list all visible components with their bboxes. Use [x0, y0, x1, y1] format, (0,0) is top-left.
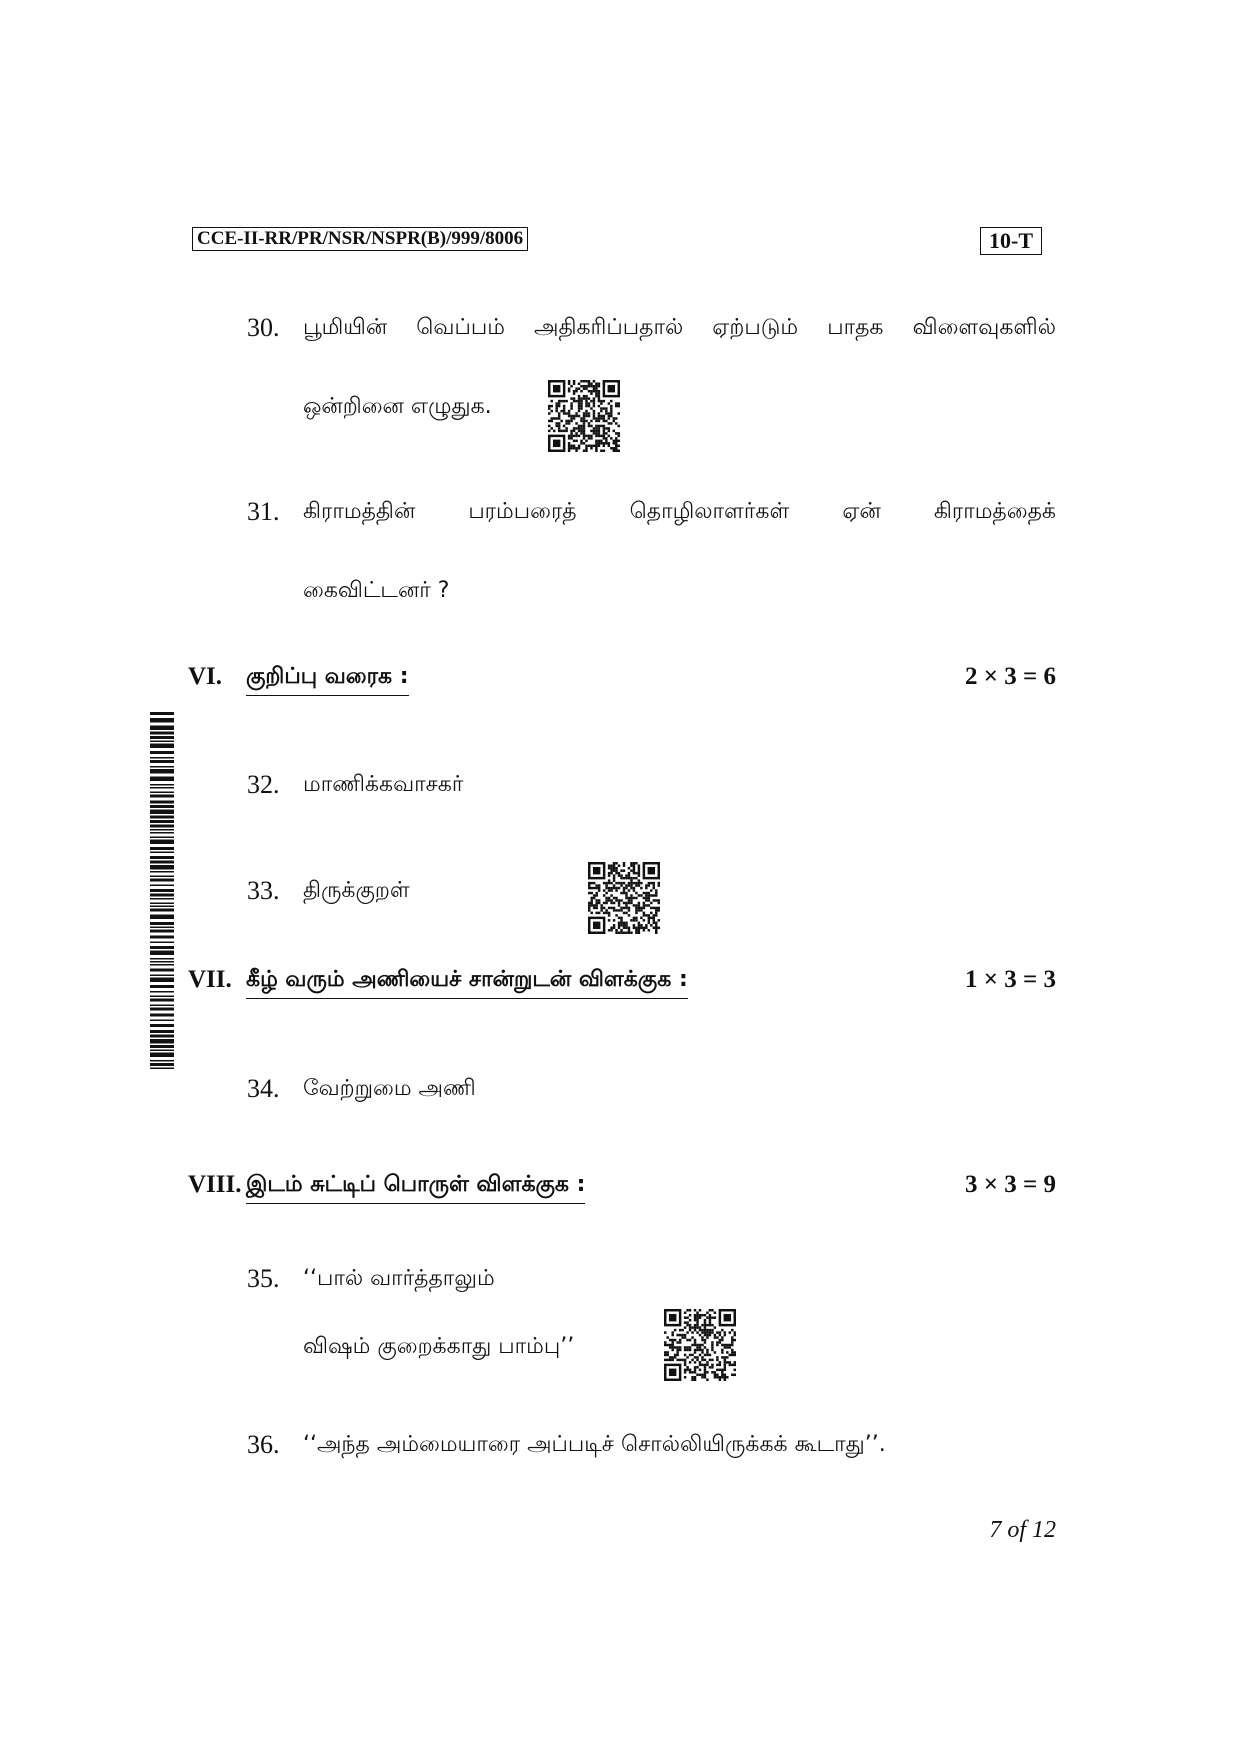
qr-code-icon — [664, 1307, 736, 1383]
paper-code: CCE-II-RR/PR/NSR/NSPR(B)/999/8006 — [192, 227, 528, 251]
question-word: பரம்பரைத் — [468, 499, 577, 524]
question-text: வேற்றுமை அணி — [303, 1076, 476, 1101]
question-line: பூமியின் வெப்பம் அதிகரிப்பதால் ஏற்படும் பாதக விளைவுகளில் — [303, 315, 1056, 340]
qr-code-icon — [588, 860, 660, 936]
question-word: தொழிலாளர்கள் — [629, 499, 790, 524]
question-text: ‘‘அந்த அம்மையாரை அப்படிச் சொல்லியிருக்கக் கூடாது’’. — [303, 1432, 886, 1457]
question-number: 32. — [247, 770, 280, 799]
page-number: 7 of 12 — [989, 1517, 1056, 1543]
question-word: கிராமத்தைக் — [933, 499, 1056, 524]
question-text: திருக்குறள் — [303, 878, 410, 903]
question-number: 35. — [247, 1264, 280, 1293]
section-marks: 2 × 3 = 6 — [965, 663, 1056, 690]
section-number: VIII. — [188, 1171, 242, 1198]
question-text — [303, 315, 1056, 343]
question-number: 34. — [247, 1074, 280, 1103]
question-line: விஷம் குறைக்காது பாம்பு’’ — [303, 1334, 575, 1359]
paper-id-badge: 10-T — [980, 227, 1042, 255]
barcode-icon — [150, 712, 174, 1070]
section-marks: 1 × 3 = 3 — [965, 966, 1056, 993]
question-line: ஒன்றினை எழுதுக. — [303, 394, 492, 419]
section-marks: 3 × 3 = 9 — [965, 1171, 1056, 1198]
section-number: VI. — [188, 663, 223, 690]
qr-code-icon — [548, 378, 620, 454]
question-number: 33. — [247, 876, 280, 905]
question-number: 30. — [247, 313, 280, 342]
question-line: ‘‘பால் வார்த்தாலும் — [303, 1266, 495, 1291]
question-number: 36. — [247, 1430, 280, 1459]
section-title: இடம் சுட்டிப் பொருள் விளக்குக : — [246, 1172, 585, 1204]
question-text: மாணிக்கவாசகர் — [303, 772, 464, 797]
question-line: கைவிட்டனர் ? — [303, 578, 450, 603]
question-word: கிராமத்தின் — [303, 499, 416, 524]
question-number: 31. — [247, 497, 280, 526]
section-title: குறிப்பு வரைக : — [246, 664, 409, 696]
question-text — [303, 499, 1056, 527]
section-title: கீழ் வரும் அணியைச் சான்றுடன் விளக்குக : — [246, 967, 688, 999]
question-word: ஏன் — [842, 499, 881, 524]
section-number: VII. — [188, 966, 232, 993]
